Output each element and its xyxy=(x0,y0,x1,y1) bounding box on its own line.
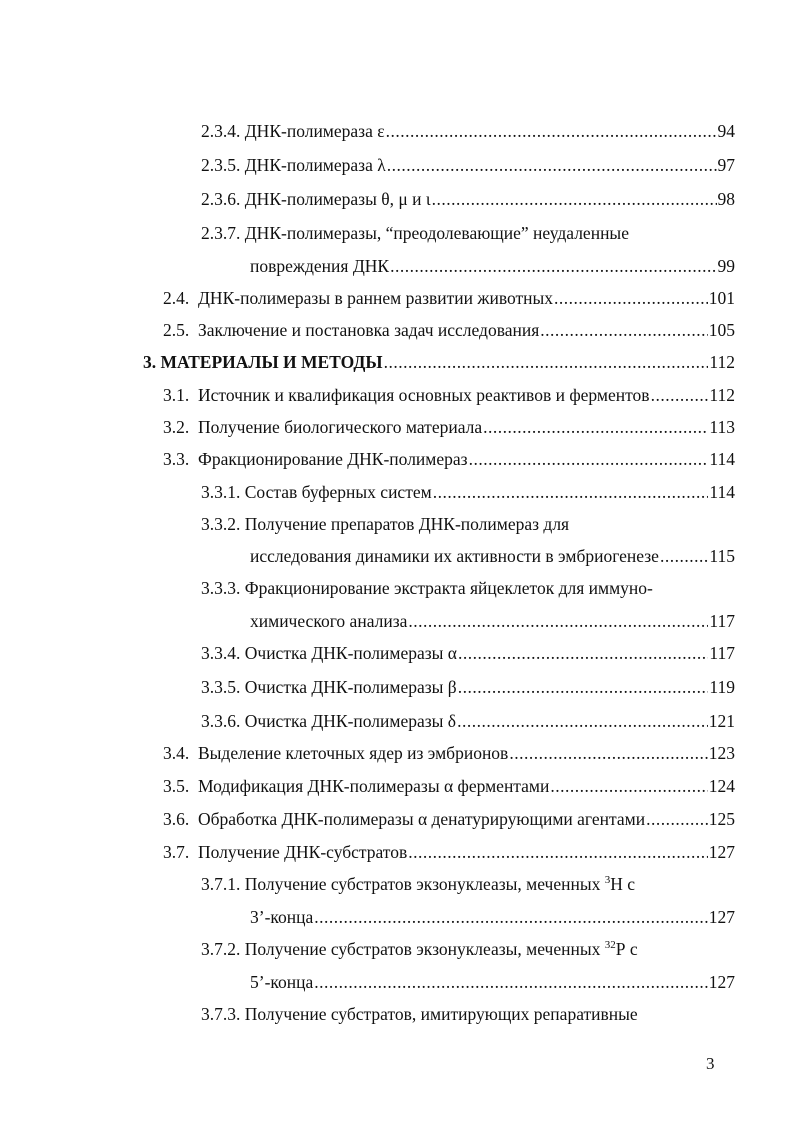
toc-entry-page: 94 xyxy=(717,121,735,141)
toc-entry xyxy=(201,220,629,246)
toc-entry xyxy=(163,285,735,311)
toc-entry xyxy=(201,936,638,962)
toc-entry xyxy=(163,773,735,799)
toc-entry-title: Получение ДНК-субстратов xyxy=(198,842,408,862)
toc-leader-dots xyxy=(314,969,707,995)
toc-leader-dots xyxy=(651,382,709,408)
toc-leader-dots xyxy=(432,186,717,212)
toc-entry-page: 127 xyxy=(708,972,735,992)
toc-leader-dots xyxy=(458,640,708,666)
page-number: 3 xyxy=(706,1054,715,1073)
toc-entry-number: 3.7. xyxy=(163,842,190,862)
toc-entry-page: 112 xyxy=(709,352,735,372)
toc-entry xyxy=(163,806,735,832)
toc-entry-number: 2.4. xyxy=(163,288,190,308)
toc-entry-page: 114 xyxy=(709,449,735,469)
toc-entry-title-suffix: Р с xyxy=(615,939,638,959)
toc-entry xyxy=(163,414,735,440)
toc-entry-continuation xyxy=(250,608,735,634)
toc-entry-title: 3’-конца xyxy=(250,907,314,927)
toc-entry-title: Получение субстратов экзонуклеазы, меченных xyxy=(244,874,601,894)
toc-entry-page: 119 xyxy=(709,677,735,697)
toc-entry-continuation xyxy=(250,969,735,995)
toc-leader-dots xyxy=(483,414,708,440)
toc-leader-dots xyxy=(386,118,717,144)
toc-entry-number: 3.6. xyxy=(163,809,190,829)
toc-entry-number: 3.7.2. xyxy=(201,939,241,959)
toc-entry xyxy=(201,708,735,734)
toc-entry-number: 3.3.6. xyxy=(201,711,241,731)
toc-entry-page: 127 xyxy=(708,907,735,927)
isotope-superscript: 32 xyxy=(604,939,616,951)
toc-entry-continuation xyxy=(250,543,735,569)
toc-entry-title: Очистка ДНК-полимеразы β xyxy=(244,677,457,697)
toc-entry xyxy=(201,674,735,700)
toc-entry xyxy=(201,479,735,505)
toc-entry-page: 115 xyxy=(709,546,735,566)
toc-leader-dots xyxy=(408,608,708,634)
toc-entry-number: 3.3. xyxy=(163,449,190,469)
toc-leader-dots xyxy=(646,806,708,832)
toc-entry-number: 3.5. xyxy=(163,776,190,796)
toc-entry-number: 2.5. xyxy=(163,320,190,340)
toc-entry-number: 2.3.6. xyxy=(201,189,241,209)
toc-entry-page: 124 xyxy=(708,776,735,796)
toc-entry-number: 3.3.4. xyxy=(201,643,241,663)
toc-leader-dots xyxy=(457,708,708,734)
toc-entry-number: 2.3.5. xyxy=(201,155,241,175)
isotope-superscript: 3 xyxy=(604,874,611,886)
toc-entry xyxy=(163,317,735,343)
toc-entry-title: Получение субстратов, имитирующих репаративные xyxy=(244,1004,638,1024)
toc-entry-page: 105 xyxy=(708,320,735,340)
toc-leader-dots xyxy=(387,152,717,178)
toc-leader-dots xyxy=(540,317,707,343)
toc-entry-number: 3.3.2. xyxy=(201,514,241,534)
toc-entry-title: ДНК-полимеразы θ, μ и ι xyxy=(244,189,431,209)
toc-entry xyxy=(163,740,735,766)
toc-entry-title: Заключение и постановка задач исследования xyxy=(198,320,540,340)
toc-leader-dots xyxy=(408,839,708,865)
toc-entry-title: Обработка ДНК-полимеразы α денатурирующими агентами xyxy=(198,809,646,829)
toc-entry-page: 112 xyxy=(709,385,735,405)
toc-entry-title: Источник и квалификация основных реактивов и ферментов xyxy=(198,385,650,405)
toc-entry-title: Получение препаратов ДНК-полимераз для xyxy=(244,514,570,534)
toc-entry-title: МАТЕРИАЛЫ И МЕТОДЫ xyxy=(160,352,383,372)
toc-entry-page: 101 xyxy=(708,288,735,308)
toc-leader-dots xyxy=(314,904,707,930)
toc-entry-title: исследования динамики их активности в эмбриогенезе xyxy=(250,546,659,566)
toc-entry xyxy=(163,446,735,472)
toc-entry-page: 99 xyxy=(717,256,735,276)
toc-entry-page: 117 xyxy=(709,643,735,663)
toc-entry-page: 121 xyxy=(708,711,735,731)
toc-entry-page: 117 xyxy=(709,611,735,631)
toc-entry-title: Получение субстратов экзонуклеазы, меченных xyxy=(244,939,601,959)
toc-entry xyxy=(201,118,735,144)
toc-entry-page: 113 xyxy=(709,417,735,437)
toc-leader-dots xyxy=(660,543,708,569)
toc-entry xyxy=(163,382,735,408)
toc-entry-title: 5’-конца xyxy=(250,972,314,992)
toc-entry-page: 125 xyxy=(708,809,735,829)
toc-leader-dots xyxy=(550,773,707,799)
toc-entry-title: ДНК-полимеразы, “преодолевающие” неудаленные xyxy=(244,223,629,243)
toc-entry-title: повреждения ДНК xyxy=(250,256,390,276)
toc-entry-number: 3.7.1. xyxy=(201,874,241,894)
toc-entry-page: 97 xyxy=(717,155,735,175)
toc-entry-number: 2.3.7. xyxy=(201,223,241,243)
toc-entry xyxy=(163,839,735,865)
toc-entry xyxy=(201,1001,638,1027)
toc-entry-title: Очистка ДНК-полимеразы α xyxy=(244,643,457,663)
toc-entry-number: 3.3.5. xyxy=(201,677,241,697)
toc-leader-dots xyxy=(390,253,716,279)
toc-leader-dots xyxy=(554,285,708,311)
toc-entry xyxy=(201,575,653,601)
toc-entry-number: 3.2. xyxy=(163,417,190,437)
toc-entry-page: 98 xyxy=(717,189,735,209)
toc-entry xyxy=(201,511,569,537)
toc-entry-number: 3.4. xyxy=(163,743,190,763)
toc-entry-number: 3.1. xyxy=(163,385,190,405)
toc-entry-number: 3.3.3. xyxy=(201,578,241,598)
toc-entry-title-suffix: Н с xyxy=(610,874,636,894)
toc-chapter-entry xyxy=(143,349,735,375)
toc-entry-continuation xyxy=(250,904,735,930)
toc-entry-number: 3.7.3. xyxy=(201,1004,241,1024)
toc-leader-dots xyxy=(433,479,709,505)
toc-entry xyxy=(201,640,735,666)
toc-entry-title: ДНК-полимеразы в раннем развитии животных xyxy=(198,288,554,308)
toc-entry-title: Очистка ДНК-полимеразы δ xyxy=(244,711,457,731)
toc-entry-title: Фракционирование ДНК-полимераз xyxy=(198,449,468,469)
toc-entry-page: 123 xyxy=(708,743,735,763)
toc-entry-page: 127 xyxy=(708,842,735,862)
toc-entry-title: Модификация ДНК-полимеразы α ферментами xyxy=(198,776,550,796)
toc-leader-dots xyxy=(384,349,709,375)
toc-leader-dots xyxy=(458,674,709,700)
toc-entry-title: Фракционирование экстракта яйцеклеток для иммуно- xyxy=(244,578,653,598)
toc-entry-number: 3.3.1. xyxy=(201,482,241,502)
toc-entry-title: химического анализа xyxy=(250,611,408,631)
toc-leader-dots xyxy=(469,446,709,472)
toc-entry-number: 3. xyxy=(143,352,157,372)
toc-entry-title: ДНК-полимераза λ xyxy=(244,155,386,175)
toc-entry-page: 114 xyxy=(709,482,735,502)
toc-entry-number: 2.3.4. xyxy=(201,121,241,141)
toc-entry-title: Выделение клеточных ядер из эмбрионов xyxy=(198,743,509,763)
toc-entry-title: ДНК-полимераза ε xyxy=(244,121,385,141)
toc-entry xyxy=(201,152,735,178)
toc-entry-continuation xyxy=(250,253,735,279)
toc-leader-dots xyxy=(509,740,707,766)
toc-entry xyxy=(201,186,735,212)
toc-entry-title: Получение биологического материала xyxy=(198,417,483,437)
toc-entry xyxy=(201,871,635,897)
toc-entry-title: Состав буферных систем xyxy=(244,482,432,502)
